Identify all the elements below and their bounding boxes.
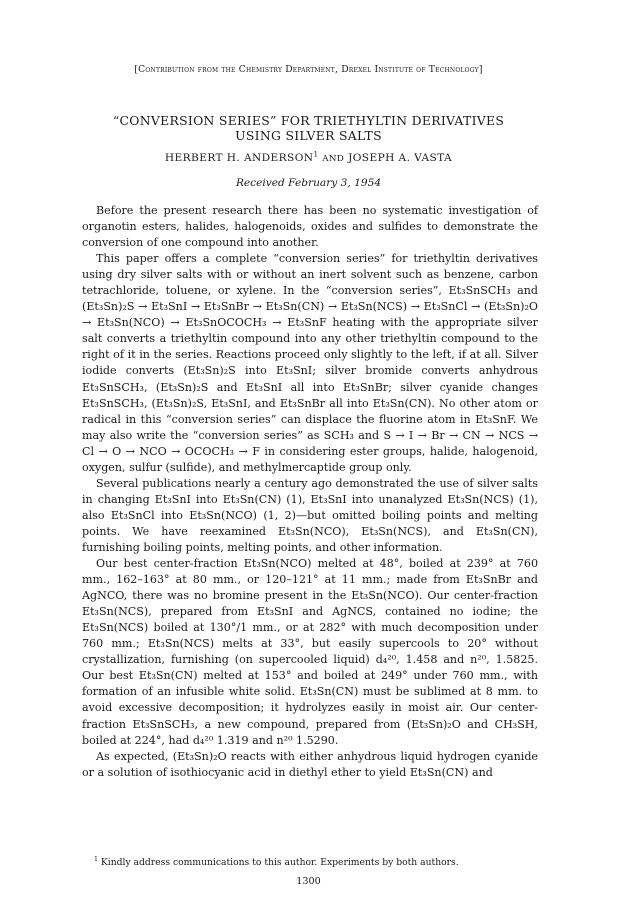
page-number: 1300 bbox=[296, 876, 321, 887]
author-connector: AND bbox=[322, 154, 345, 164]
article-body bbox=[82, 203, 538, 781]
received-date: Received February 3, 1954 bbox=[235, 177, 382, 189]
contribution-header: [Contribution from the Chemistry Department, Drexel Institute of Technology] bbox=[134, 64, 483, 75]
body-paragraph: Our best center-fraction Et₃Sn(NCO) melted at 48°, boiled at 239° at 760 mm., 162–163° at 80 mm., or 120–121° at 11 mm.; made from Et₃SnBr and AgNCO, there was no bromine present in the Et₃Sn(NCO). Our center-fraction Et₃Sn(NCS), prepared from Et₃SnI and AgNCS, contained no iodine; the Et₃Sn(NCS) boiled at 130°/1 mm., or at 282° with much decomposition under 760 mm.; Et₃Sn(NCS) melts at 33°, but easily supercools to 20° without crystallization, furnishing (on supercooled liquid) d₄²⁰, 1.458 and n²⁰, 1.5825. Our best Et₃Sn(CN) melted at 153° and boiled at 249° under 760 mm., with formation of an infusible white solid. Et₃Sn(CN) must be sublimed at 8 mm. to avoid excessive decomposition; it hydrolyzes easily in moist air. Our center-fraction Et₃SnSCH₃, a new compound, prepared from (Et₃Sn)₂O and CH₃SH, boiled at 224°, had d₄²⁰ 1.319 and n²⁰ 1.5290. bbox=[82, 557, 538, 747]
author-line bbox=[40, 149, 577, 164]
author-name: JOSEPH A. VASTA bbox=[348, 152, 453, 164]
author-footnote-mark: 1 bbox=[313, 149, 319, 159]
article-title bbox=[40, 113, 577, 143]
title-line: “CONVERSION SERIES” FOR TRIETHYLTIN DERIVATIVES bbox=[112, 113, 505, 128]
body-paragraph: This paper offers a complete “conversion series” for triethyltin derivatives using dry silver salts with or without an inert solvent such as benzene, carbon tetrachloride, toluene, or xylene. In the “conversion series”, Et₃SnSCH₃ and (Et₃Sn)₂S → Et₃SnI → Et₃SnBr → Et₃Sn(CN) → Et₃Sn(NCS) → Et₃SnCl → (Et₃Sn)₂O → Et₃Sn(NCO) → Et₃SnOCOCH₃ → Et₃SnF heating with the appropriate silver salt converts a triethyltin compound into any other triethyltin compound to the right of it in the series. Reactions proceed only slightly to the left, if at all. Silver iodide converts (Et₃Sn)₂S into Et₃SnI; silver bromide converts anhydrous Et₃SnSCH₃, (Et₃Sn)₂S and Et₃SnI all into Et₃SnBr; silver cyanide changes Et₃SnSCH₃, (Et₃Sn)₂S, Et₃SnI, and Et₃SnBr all into Et₃Sn(CN). No other atom or radical in this “conversion series” can displace the fluorine atom in Et₃SnF. We may also write the “conversion series” as SCH₃ and S → I → Br → CN → NCS → Cl → O → NCO → OCOCH₃ → F in considering ester groups, halide, halogenoid, oxygen, sulfur (sulfide), and methylmercaptide group only. bbox=[82, 252, 538, 474]
author-name: HERBERT H. ANDERSON bbox=[164, 152, 314, 164]
footnote-mark: 1 bbox=[94, 855, 98, 863]
footnote-text: Kindly address communications to this author. Experiments by both authors. bbox=[97, 857, 459, 868]
footnote bbox=[82, 857, 538, 868]
body-paragraph: Several publications nearly a century ago demonstrated the use of silver salts in changing Et₃SnI into Et₃Sn(CN) (1), Et₃SnI into unanalyzed Et₃Sn(NCS) (1), also Et₃SnCl into Et₃Sn(NCO) (1, 2)—but omitted boiling points and melting points. We have reexamined Et₃Sn(NCO), Et₃Sn(NCS), and Et₃Sn(CN), furnishing boiling points, melting points, and other information. bbox=[82, 476, 538, 554]
body-paragraph: As expected, (Et₃Sn)₂O reacts with either anhydrous liquid hydrogen cyanide or a solution of isothiocyanic acid in diethyl ether to yield Et₃Sn(CN) and bbox=[82, 749, 538, 779]
title-line: USING SILVER SALTS bbox=[235, 128, 382, 143]
body-paragraph: Before the present research there has been no systematic investigation of organotin esters, halides, halogenoids, oxides and sulfides to demonstrate the conversion of one compound into another. bbox=[82, 204, 538, 250]
